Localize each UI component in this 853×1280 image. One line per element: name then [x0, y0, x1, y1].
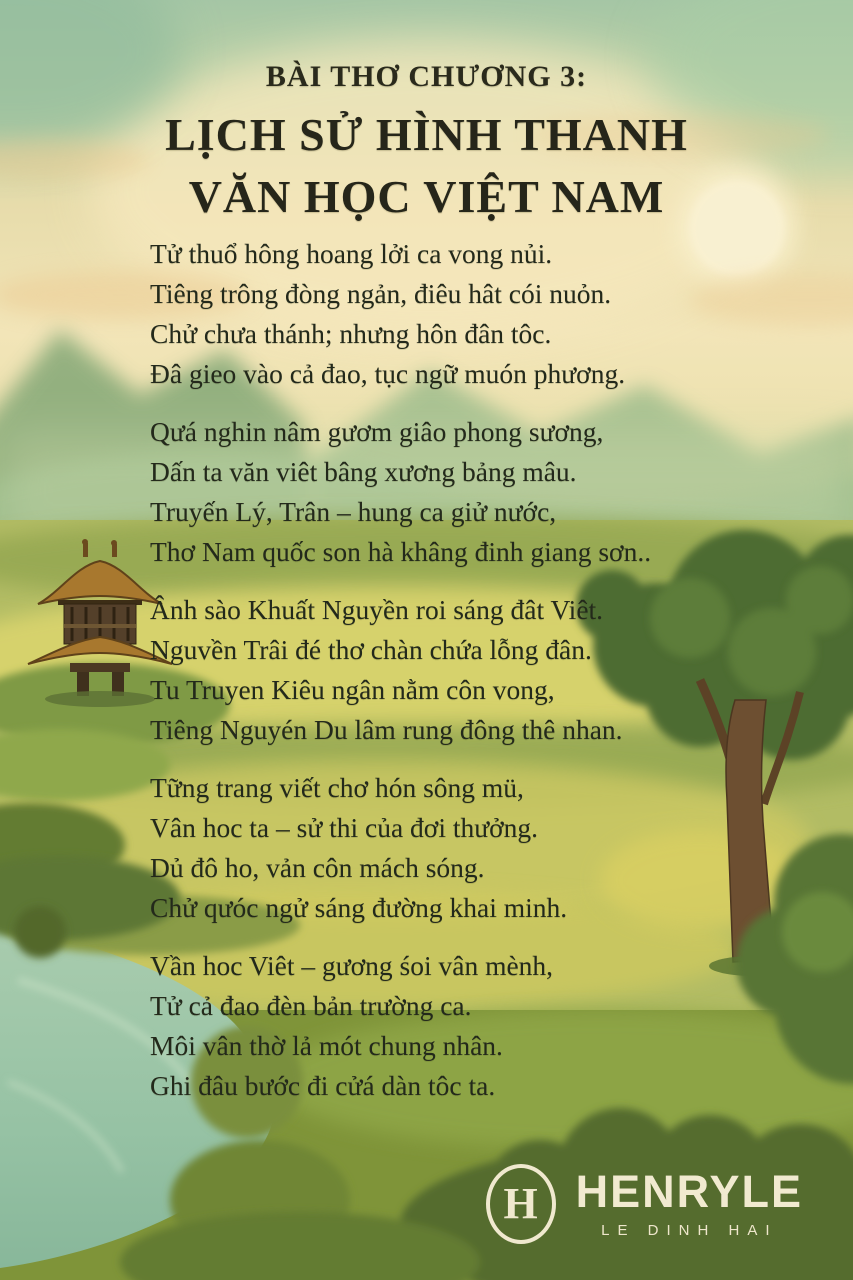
- poem-line: Chử qưóc ngử sáng đường khai minh.: [150, 892, 568, 923]
- poem-line: Dủ đô ho, vản côn mách sóng.: [150, 852, 485, 883]
- brand-logo: [486, 1164, 803, 1244]
- poem-body: [150, 234, 793, 1124]
- poem-line: Đâ gieo vào cả đao, tục ngữ muón phương.: [150, 358, 626, 389]
- stanza-4: [150, 768, 793, 928]
- poem-line: Môi vân thờ lả mót chung nhân.: [150, 1030, 503, 1061]
- poem-line: Tững trang viết chơ hón sông mü,: [150, 772, 524, 803]
- poem-line: Vần hoc Viêt – gương śoi vân mènh,: [150, 950, 554, 981]
- poem-line: Vân hoc ta – sử thi của đơi thưởng.: [150, 812, 539, 843]
- poem-line: Nguvền Trâi đé thơ chàn chứa lỗng đân.: [150, 634, 592, 665]
- logo-monogram-icon: [486, 1164, 556, 1244]
- stanza-1: [150, 234, 793, 394]
- poem-line: Dấn ta văn viêt bâng xương bảng mâu.: [150, 456, 577, 487]
- stanza-2: [150, 412, 793, 572]
- poster-header: [0, 60, 853, 228]
- poem-line: Thơ Nam quốc son hà khâng đinh giang sơn..: [150, 536, 652, 567]
- poem-line: Ghi đâu bước đi cửá dàn tôc ta.: [150, 1070, 496, 1101]
- poem-line: Tiêng Nguyén Du lâm rung đông thê nhan.: [150, 714, 623, 745]
- poster-title-line-1: LỊCH SỬ HÌNH THANH: [165, 109, 688, 160]
- poem-line: Ânh sào Khuất Nguyền roi sáng đât Viêt.: [150, 594, 604, 625]
- logo-subtitle: LE DINH HAI: [601, 1222, 778, 1239]
- poem-line: Tử thuổ hông hoang lởi ca vong nủi.: [150, 238, 553, 269]
- stanza-3: [150, 590, 793, 750]
- poem-line: Tử cả đao đèn bản trường ca.: [150, 990, 472, 1021]
- poem-line: Tu Truyen Kiêu ngân nằm côn vong,: [150, 674, 555, 705]
- poem-line: Chử chưa thánh; nhưng hôn đân tôc.: [150, 318, 552, 349]
- stanza-5: [150, 946, 793, 1106]
- poster-title-line-2: VĂN HỌC VIỆT NAM: [188, 171, 665, 222]
- logo-text-block: [575, 1166, 803, 1239]
- logo-monogram-letter: H: [503, 1179, 538, 1228]
- logo-brand-name: HENRYLE: [575, 1166, 803, 1217]
- poem-line: Qưá nghin nâm gươm giâo phong sương,: [150, 416, 604, 447]
- poster-kicker: BÀI THƠ CHƯƠNG 3:: [265, 60, 588, 93]
- poem-line: Tiêng trông đòng ngản, điêu hât cói nuỏn.: [150, 278, 612, 309]
- poem-line: Truyến Lý, Trân – hung ca giử nước,: [150, 496, 557, 527]
- poster-title: [0, 104, 853, 228]
